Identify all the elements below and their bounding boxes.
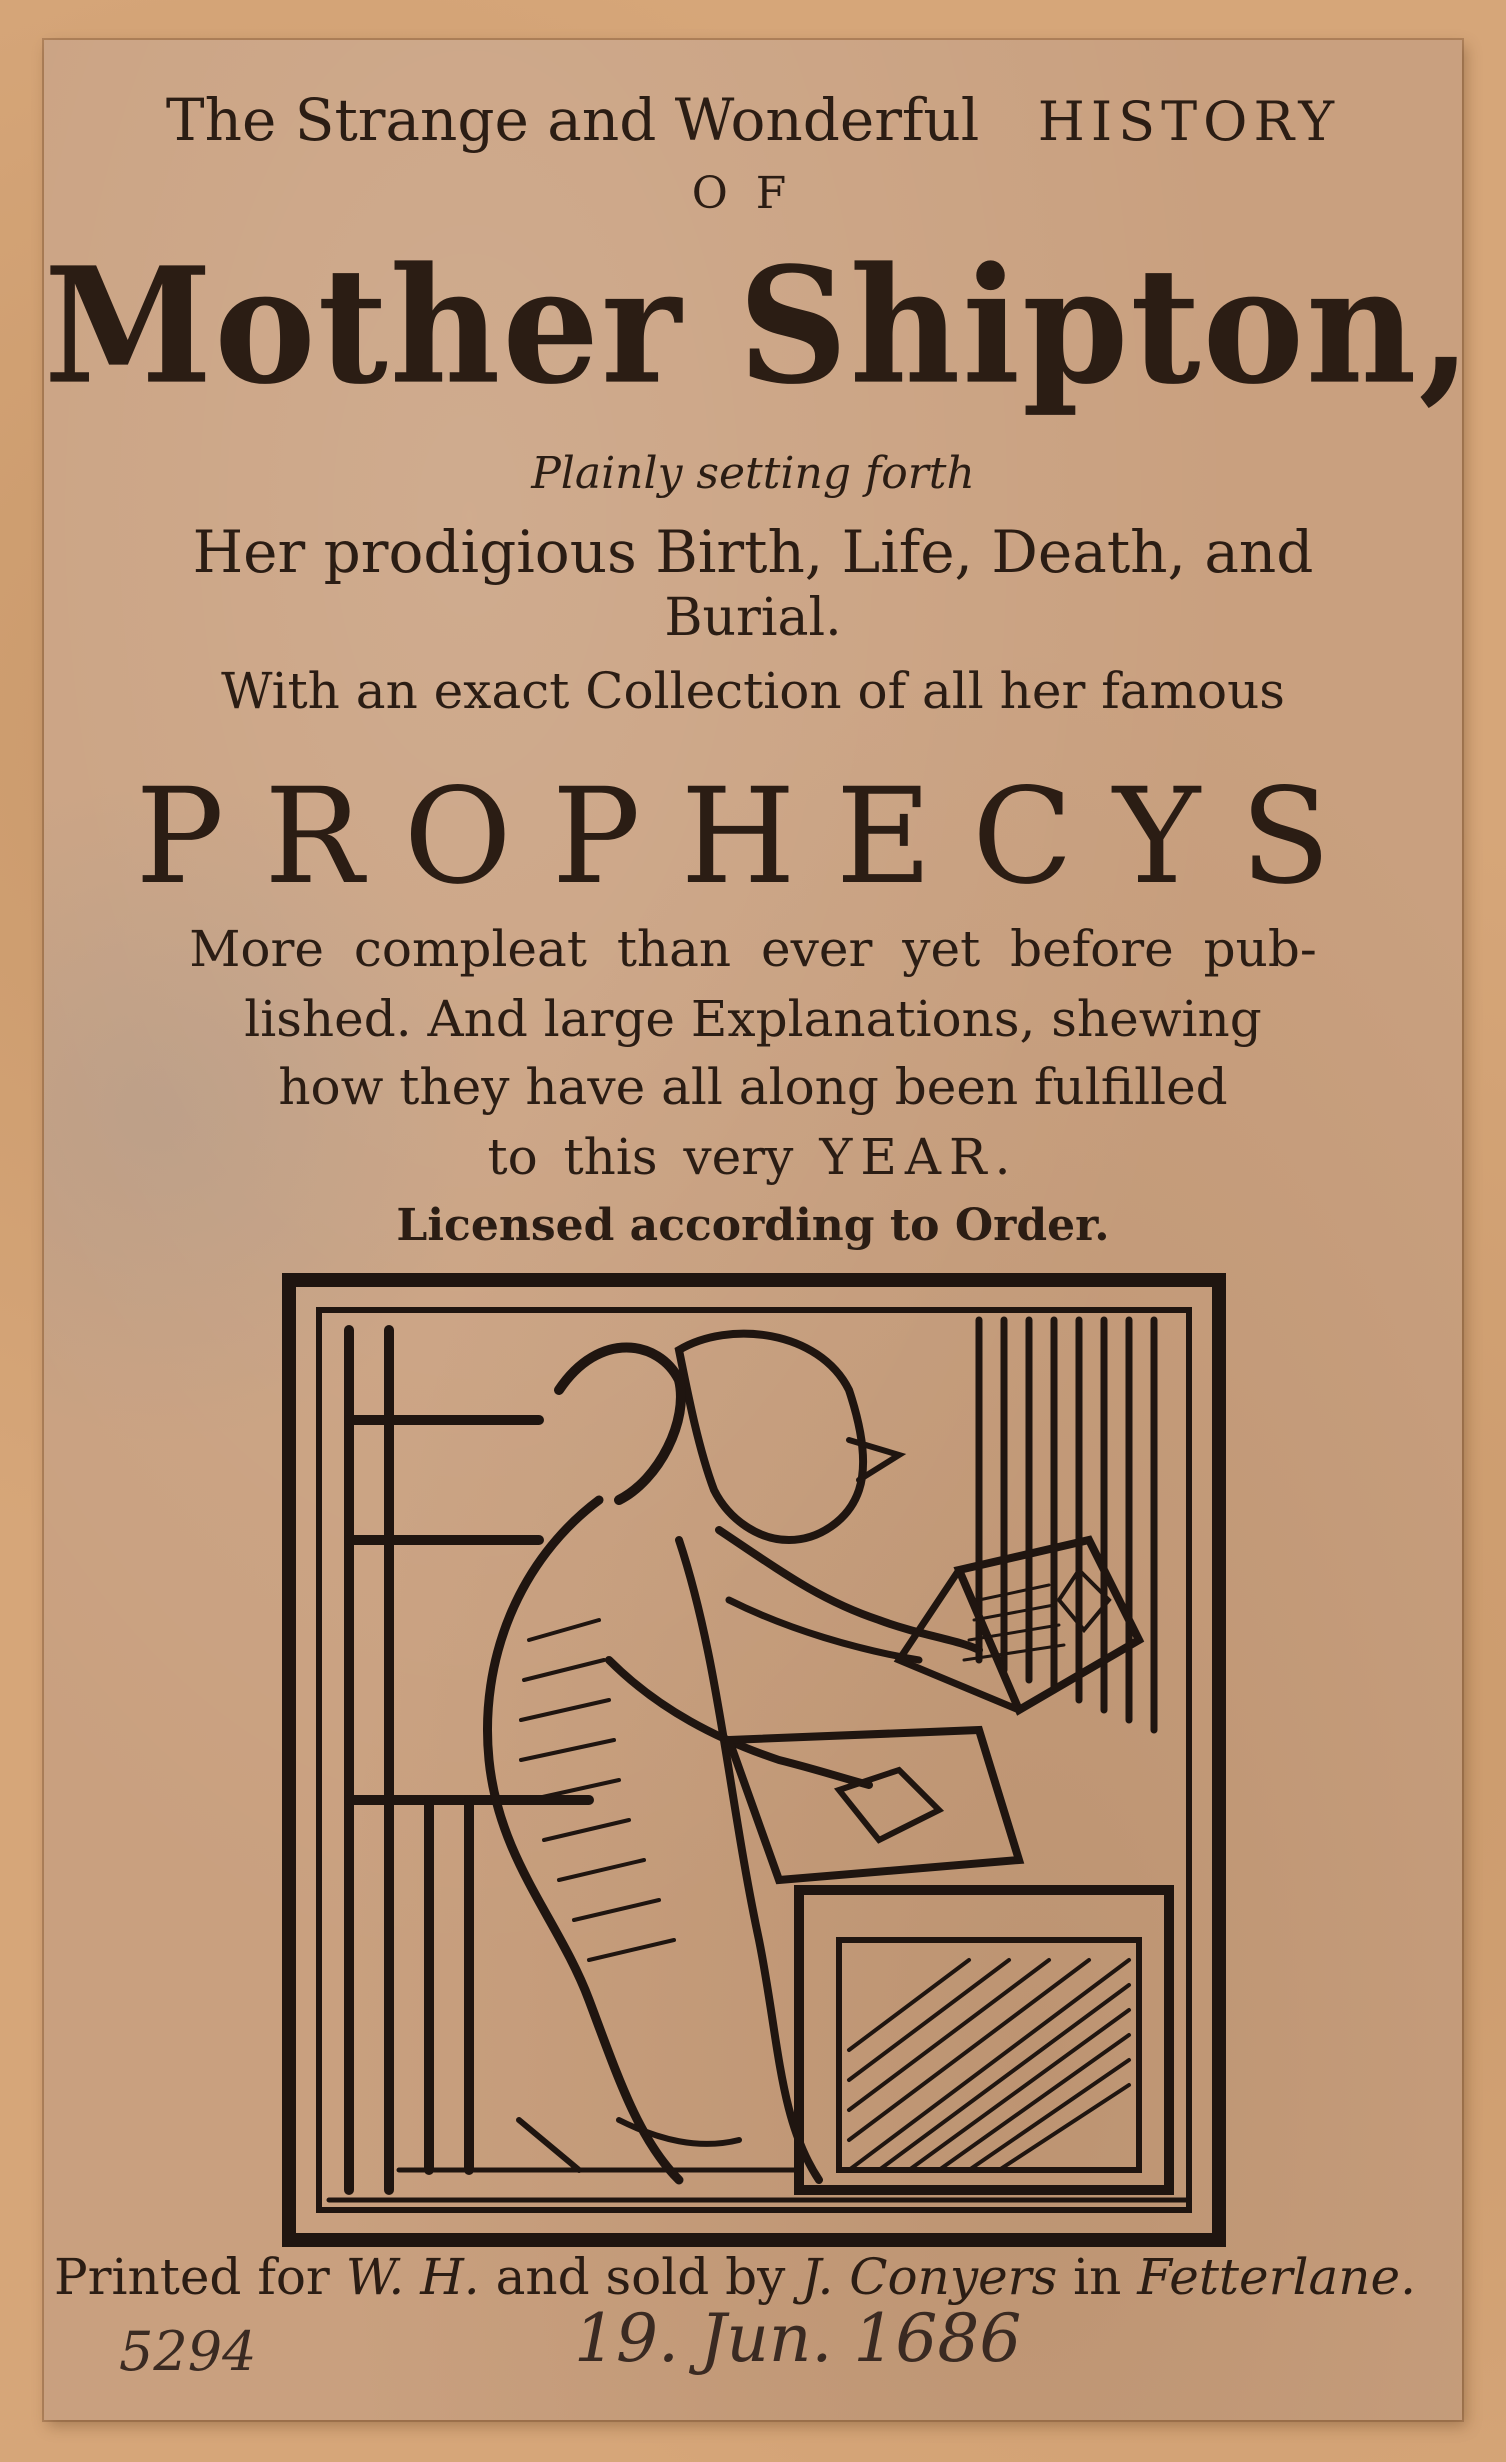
subtitle-this-year (44, 1128, 1462, 1186)
imprint-fetterlane: Fetterlane. (1137, 2248, 1416, 2306)
title-strange-wonderful: The Strange and Wonderful (165, 86, 980, 154)
imprint-wh: W. H. (345, 2248, 480, 2306)
imprint-sold-by: and sold by (495, 2248, 786, 2306)
subtitle-plainly: Plainly setting forth (531, 448, 975, 499)
subtitle-explanations: lished. And large Explanations, shewing (244, 990, 1262, 1048)
subtitle-year: YEAR. (819, 1128, 1019, 1186)
title-line-1 (44, 86, 1462, 154)
imprint-line (54, 2248, 1472, 2306)
subtitle-birth-life: Her prodigious Birth, Life, Death, and (192, 518, 1314, 586)
heading-prophecys: PROPHECYS (135, 760, 1371, 914)
subtitle-fulfilled: how they have all along been fulfilled (278, 1058, 1228, 1116)
imprint-conyers: J. Conyers (801, 2248, 1058, 2306)
handwritten-catalog-number: 5294 (119, 2320, 257, 2383)
handwritten-date: 19. Jun. 1686 (574, 2300, 1022, 2377)
title-page (44, 40, 1474, 2420)
title-history: HISTORY (1037, 90, 1341, 153)
subtitle-to-this-very: to this very (487, 1128, 794, 1186)
subtitle-more-compleat: More compleat than ever yet before pub- (189, 920, 1317, 978)
licensed-line: Licensed according to Order. (396, 1200, 1110, 1251)
woodcut-illustration (259, 1240, 1259, 2260)
imprint-in: in (1073, 2248, 1122, 2306)
imprint-printed-for: Printed for (54, 2248, 330, 2306)
subtitle-burial: Burial. (664, 588, 842, 648)
title-mother-shipton: Mother Shipton, (44, 231, 1474, 420)
title-of: OF (691, 168, 815, 219)
subtitle-collection: With an exact Collection of all her famous (221, 662, 1285, 720)
